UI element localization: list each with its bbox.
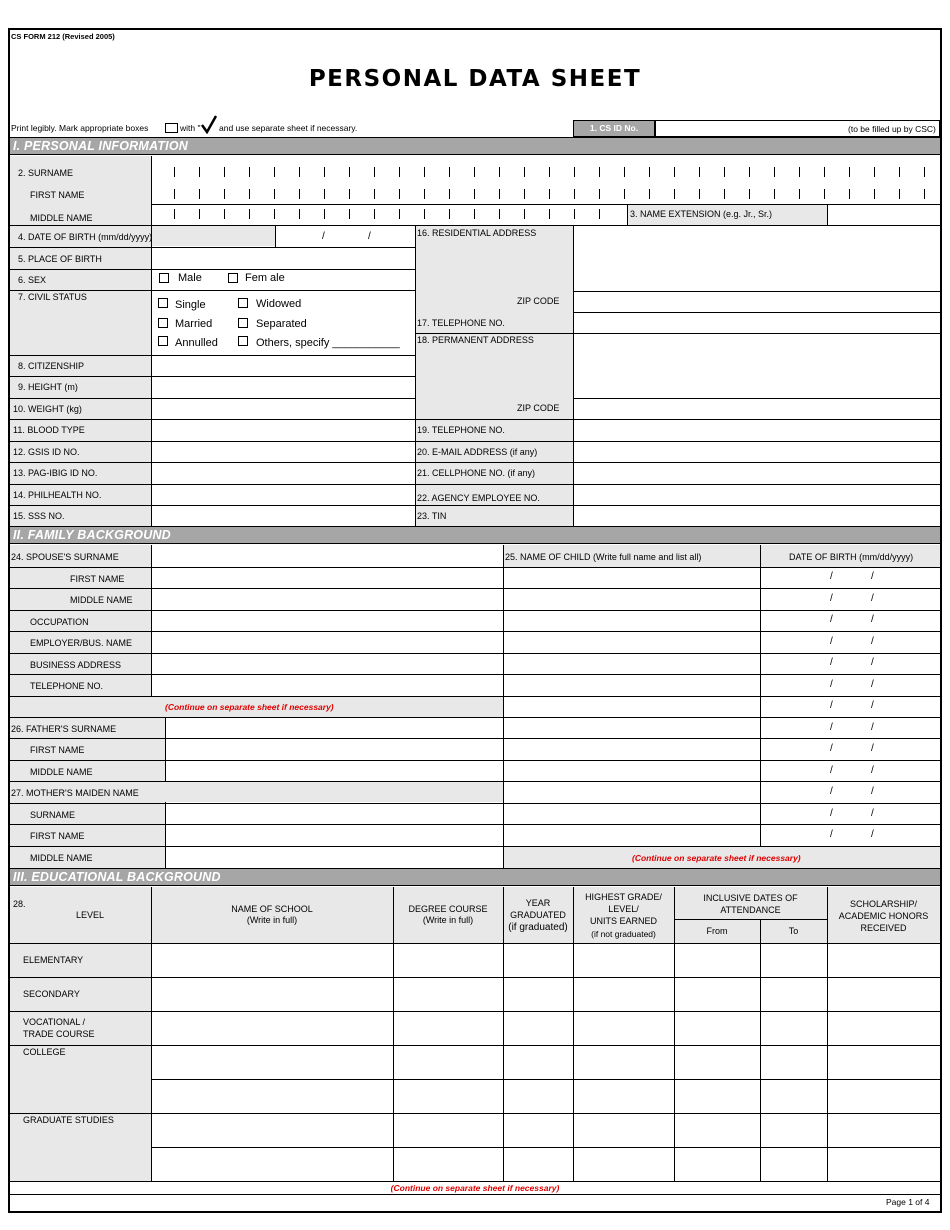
char-box-divider xyxy=(324,167,325,177)
char-box-divider xyxy=(624,167,625,177)
char-box-divider xyxy=(449,189,450,199)
char-box-divider xyxy=(174,209,175,219)
edu-college-label: COLLEGE xyxy=(23,1047,66,1057)
char-box-divider xyxy=(699,189,700,199)
char-box-divider xyxy=(599,209,600,219)
char-box-divider xyxy=(399,167,400,177)
surname-label: 2. SURNAME xyxy=(18,168,74,178)
spouse-middle-name-label: MIDDLE NAME xyxy=(70,595,133,605)
edu-highest-1: HIGHEST GRADE/ xyxy=(585,892,662,902)
agency-employee-label: 22. AGENCY EMPLOYEE NO. xyxy=(417,493,540,503)
char-box-divider xyxy=(399,209,400,219)
char-box-divider xyxy=(724,167,725,177)
char-box-divider xyxy=(224,189,225,199)
female-checkbox[interactable] xyxy=(228,273,238,283)
edu-honors-2: ACADEMIC HONORS xyxy=(838,911,929,921)
char-box-divider xyxy=(699,167,700,177)
separated-label: Separated xyxy=(256,318,307,330)
edu-school-header: NAME OF SCHOOL xyxy=(231,904,313,914)
blood-type-label: 11. BLOOD TYPE xyxy=(13,425,85,435)
char-box-divider xyxy=(874,189,875,199)
char-box-divider xyxy=(799,189,800,199)
char-box-divider xyxy=(299,167,300,177)
dob-slash: / xyxy=(871,700,874,711)
dob-slash: / xyxy=(871,743,874,754)
char-box-divider xyxy=(574,209,575,219)
dob-slash: / xyxy=(830,592,833,604)
char-box-divider xyxy=(574,167,575,177)
char-box-divider xyxy=(274,167,275,177)
mother-first-name-label: FIRST NAME xyxy=(30,831,85,841)
edu-num: 28. xyxy=(13,899,26,909)
edu-graduated-header: GRADUATED xyxy=(510,910,566,920)
char-box-divider xyxy=(424,189,425,199)
char-box-divider xyxy=(849,189,850,199)
name-extension-label: 3. NAME EXTENSION (e.g. Jr., Sr.) xyxy=(630,209,773,219)
char-box-divider xyxy=(199,167,200,177)
dob-slash: / xyxy=(871,592,874,604)
section-family-title: II. FAMILY BACKGROUND xyxy=(13,528,171,542)
dob-slash: / xyxy=(830,743,833,754)
edu-degree-note: (Write in full) xyxy=(422,915,474,925)
dob-slash: / xyxy=(830,700,833,711)
dob-slash: / xyxy=(871,721,874,733)
char-box-divider xyxy=(374,209,375,219)
residential-address-field[interactable] xyxy=(574,226,940,291)
surname-char-boxes[interactable] xyxy=(10,167,940,177)
edu-dates-1: INCLUSIVE DATES OF xyxy=(703,893,798,903)
pagibig-label: 13. PAG-IBIG ID NO. xyxy=(13,468,98,478)
char-box-divider xyxy=(624,189,625,199)
char-box-divider xyxy=(499,189,500,199)
checkmark-icon xyxy=(200,114,218,134)
instructions-with: with " xyxy=(180,123,201,133)
dob-slash: / xyxy=(871,786,874,797)
mother-middle-name-label: MIDDLE NAME xyxy=(30,853,93,863)
edu-to-header: To xyxy=(788,926,799,936)
char-box-divider xyxy=(524,167,525,177)
char-box-divider xyxy=(724,189,725,199)
char-box-divider xyxy=(174,189,175,199)
char-box-divider xyxy=(649,167,650,177)
others-label: Others, specify ___________ xyxy=(256,337,400,349)
dob-slash: / xyxy=(871,657,874,668)
email-label: 20. E-MAIL ADDRESS (if any) xyxy=(417,447,538,457)
char-box-divider xyxy=(849,167,850,177)
sample-checkbox-icon xyxy=(165,123,178,133)
dob-slash: / xyxy=(830,657,833,668)
char-box-divider xyxy=(474,167,475,177)
tin-label: 23. TIN xyxy=(417,511,447,521)
middle-name-label: MIDDLE NAME xyxy=(30,213,93,223)
child-dob-header: DATE OF BIRTH (mm/dd/yyyy) xyxy=(789,552,914,562)
dob-slash: / xyxy=(830,786,833,797)
char-box-divider xyxy=(249,189,250,199)
single-checkbox[interactable] xyxy=(158,298,168,308)
char-box-divider xyxy=(574,189,575,199)
char-box-divider xyxy=(349,189,350,199)
dob-field[interactable] xyxy=(276,226,415,246)
education-continue-note: (Continue on separate sheet if necessary) xyxy=(390,1183,560,1193)
dob-slash: / xyxy=(830,764,833,776)
cs-id-label: 1. CS ID No. xyxy=(573,120,655,137)
char-box-divider xyxy=(199,189,200,199)
char-box-divider xyxy=(524,189,525,199)
dob-slash: / xyxy=(871,635,874,647)
char-box-divider xyxy=(299,209,300,219)
char-box-divider xyxy=(774,167,775,177)
char-box-divider xyxy=(674,167,675,177)
char-box-divider xyxy=(874,167,875,177)
first-name-char-boxes[interactable] xyxy=(10,189,940,199)
dob-slash: / xyxy=(830,571,833,582)
dob-slash: / xyxy=(830,807,833,819)
char-box-divider xyxy=(549,167,550,177)
mother-maiden-label: 27. MOTHER'S MAIDEN NAME xyxy=(11,788,139,798)
char-box-divider xyxy=(474,209,475,219)
father-middle-name-label: MIDDLE NAME xyxy=(30,767,93,777)
section-family-header xyxy=(10,526,940,544)
char-box-divider xyxy=(499,167,500,177)
char-box-divider xyxy=(824,167,825,177)
char-box-divider xyxy=(299,189,300,199)
married-label: Married xyxy=(175,318,213,330)
res-zip-label: ZIP CODE xyxy=(517,296,560,306)
philhealth-label: 14. PHILHEALTH NO. xyxy=(13,490,102,500)
civil-status-label: 7. CIVIL STATUS xyxy=(18,292,87,302)
edu-vocational-label-1: VOCATIONAL / xyxy=(23,1017,86,1027)
tel19-label: 19. TELEPHONE NO. xyxy=(417,425,505,435)
residential-address-label: 16. RESIDENTIAL ADDRESS xyxy=(417,228,537,238)
sss-label: 15. SSS NO. xyxy=(13,511,65,521)
char-box-divider xyxy=(199,209,200,219)
char-box-divider xyxy=(899,167,900,177)
edu-highest-4: (if not graduated) xyxy=(591,929,656,939)
section-education-header xyxy=(10,868,940,886)
edu-honors-1: SCHOLARSHIP/ xyxy=(849,899,918,909)
spouse-telephone-label: TELEPHONE NO. xyxy=(30,681,104,691)
annulled-label: Annulled xyxy=(175,337,218,349)
dob-slash: / xyxy=(830,721,833,733)
edu-elementary-label: ELEMENTARY xyxy=(23,955,84,965)
edu-graduate-label: GRADUATE STUDIES xyxy=(23,1115,114,1125)
edu-secondary-label: SECONDARY xyxy=(23,989,80,999)
widowed-checkbox[interactable] xyxy=(238,298,248,308)
tel17-label: 17. TELEPHONE NO. xyxy=(417,318,505,328)
char-box-divider xyxy=(324,189,325,199)
section-personal-title: I. PERSONAL INFORMATION xyxy=(13,139,188,153)
edu-if-graduated: (if graduated) xyxy=(508,922,568,933)
cs-id-note: (to be filled up by CSC) xyxy=(848,124,936,134)
char-box-divider xyxy=(374,167,375,177)
weight-label: 10. WEIGHT (kg) xyxy=(13,404,82,414)
section-education-title: III. EDUCATIONAL BACKGROUND xyxy=(13,870,221,884)
char-box-divider xyxy=(549,189,550,199)
annulled-checkbox[interactable] xyxy=(158,336,168,346)
char-box-divider xyxy=(399,189,400,199)
char-box-divider xyxy=(899,189,900,199)
dob-slash: / xyxy=(871,678,874,690)
char-box-divider xyxy=(549,209,550,219)
father-first-name-label: FIRST NAME xyxy=(30,745,85,755)
child-name-header: 25. NAME OF CHILD (Write full name and list all) xyxy=(505,552,702,562)
char-box-divider xyxy=(349,209,350,219)
sex-label: 6. SEX xyxy=(18,275,47,285)
char-box-divider xyxy=(674,189,675,199)
female-label: Fem ale xyxy=(245,272,285,284)
form-title: PERSONAL DATA SHEET xyxy=(308,66,642,92)
spouse-first-name-label: FIRST NAME xyxy=(70,574,125,584)
dob-slash: / xyxy=(830,614,833,625)
char-box-divider xyxy=(599,189,600,199)
dob-slash: / xyxy=(871,571,874,582)
widowed-label: Widowed xyxy=(256,298,302,310)
edu-highest-3: UNITS EARNED xyxy=(589,916,657,926)
char-box-divider xyxy=(424,209,425,219)
dob-slash: / xyxy=(830,678,833,690)
dob-slash: / xyxy=(871,829,874,840)
char-box-divider xyxy=(599,167,600,177)
father-surname-label: 26. FATHER'S SURNAME xyxy=(11,724,117,734)
char-box-divider xyxy=(924,167,925,177)
height-label: 9. HEIGHT (m) xyxy=(18,382,78,392)
married-checkbox[interactable] xyxy=(158,318,168,328)
edu-vocational-label-2: TRADE COURSE xyxy=(23,1029,95,1039)
char-box-divider xyxy=(799,167,800,177)
citizenship-label: 8. CITIZENSHIP xyxy=(18,361,85,371)
edu-from-header: From xyxy=(706,926,728,936)
perm-zip-label: ZIP CODE xyxy=(517,403,560,413)
first-name-label: FIRST NAME xyxy=(30,190,85,200)
dob-slash: / xyxy=(830,829,833,840)
middle-name-char-boxes[interactable] xyxy=(10,209,627,219)
page-number: Page 1 of 4 xyxy=(886,1197,930,1207)
char-box-divider xyxy=(274,209,275,219)
business-address-label: BUSINESS ADDRESS xyxy=(30,660,122,670)
edu-degree-header: DEGREE COURSE xyxy=(408,904,488,914)
dob-slash: / xyxy=(871,807,874,819)
dob-slash: / xyxy=(871,614,874,625)
char-box-divider xyxy=(374,189,375,199)
male-label: Male xyxy=(178,272,202,284)
instructions-suffix: and use separate sheet if necessary. xyxy=(219,123,358,133)
separated-checkbox[interactable] xyxy=(238,318,248,328)
char-box-divider xyxy=(224,209,225,219)
form-code: CS FORM 212 (Revised 2005) xyxy=(11,32,115,41)
char-box-divider xyxy=(774,189,775,199)
char-box-divider xyxy=(524,209,525,219)
char-box-divider xyxy=(274,189,275,199)
dob-slash: / xyxy=(830,635,833,647)
family-continue-note: (Continue on separate sheet if necessary) xyxy=(165,702,334,712)
char-box-divider xyxy=(824,189,825,199)
pob-label: 5. PLACE OF BIRTH xyxy=(18,254,102,264)
instructions-prefix: Print legibly. Mark appropriate boxes xyxy=(11,123,149,133)
char-box-divider xyxy=(449,209,450,219)
edu-dates-2: ATTENDANCE xyxy=(720,905,781,915)
char-box-divider xyxy=(324,209,325,219)
personal-data-sheet: CS FORM 212 (Revised 2005) PERSONAL DATA SHEET Print legibly. Mark appropriate boxes with " and use separate sheet if necessary. 1. CS ID No. (to be filled up by CSC) I. PERSONAL INFORMATION 2. SURNAME FIRST NAME MIDDLE NAME 3. NAME EXTENSION (e.g. Jr., Sr.) 4. DATE OF BIRTH (mm/dd/yyyy) / / 5. PLACE OF BIRTH 6. SEX Male Fem ale 7. CIVIL STATUS Single Widowed Married Separated Annulled Others, specify ___________ 8. CITIZENSHIP 9. HEIGHT (m) 10. WEIGHT (kg) 11. BLOOD TYPE 12. GSIS ID NO. 13. PAG-IBIG ID NO. 14. PHILHEALTH NO. 15. SSS NO. 16. RESIDENTIAL ADDRESS ZIP CODE 17. TELEPHONE NO. 18. PERMANENT ADDRESS ZIP CODE 19. TELEPHONE NO. 20. E-MAIL ADDRESS (if any) 21. CELLPHONE NO. (if any) 22. AGENCY EMPLOYEE NO. 23. TIN II. FAMILY BACKGROUND 24. SPOUSE'S SURNAME FIRST NAME MIDDLE NAME OCCUPATION EMPLOYER/BUS. NAME BUSINESS ADDRESS TELEPHONE NO. (Continue on separate sheet if necessary) 26. FATHER'S SURNAME FIRST NAME MIDDLE NAME 27. MOTHER'S MAIDEN NAME SURNAME FIRST NAME MIDDLE NAME (Continue on separate sheet if necessary) 25. NAME OF CHILD (Write full name and list all) DATE OF BIRTH (mm/dd/yyyy) / / / / / / / / / / / / / / / / / / / / / / / / / / III. EDUCATIONAL BACKGROUND 28. LEVEL NAME OF SCHOOL (Write in full) DEGREE COURSE (Write in full) YEAR GRADUATED (if graduated) HIGHEST GRADE/ LEVEL/ UNITS EARNED (if not graduated) INCLUSIVE DATES OF ATTENDANCE From To SCHOLARSHIP/ ACADEMIC HONORS RECEIVED ELEMENTARY SECONDARY VOCATIONAL / TRADE COURSE COLLEGE GRADUATE STUDIES (Continue on separate sheet if necessary) Page 1 of 4 xyxy=(8,28,942,1213)
male-checkbox[interactable] xyxy=(159,273,169,283)
section-personal-header xyxy=(10,137,940,155)
gsis-label: 12. GSIS ID NO. xyxy=(13,447,80,457)
char-box-divider xyxy=(249,167,250,177)
char-box-divider xyxy=(924,189,925,199)
dob-label: 4. DATE OF BIRTH (mm/dd/yyyy) xyxy=(18,232,153,242)
char-box-divider xyxy=(649,189,650,199)
occupation-label: OCCUPATION xyxy=(30,617,89,627)
others-checkbox[interactable] xyxy=(238,336,248,346)
permanent-address-field[interactable] xyxy=(574,334,940,398)
name-extension-field[interactable] xyxy=(827,205,940,225)
cellphone-label: 21. CELLPHONE NO. (if any) xyxy=(417,468,536,478)
edu-school-note: (Write in full) xyxy=(246,915,298,925)
char-box-divider xyxy=(349,167,350,177)
char-box-divider xyxy=(449,167,450,177)
char-box-divider xyxy=(499,209,500,219)
char-box-divider xyxy=(474,189,475,199)
edu-year-header: YEAR xyxy=(525,898,551,908)
char-box-divider xyxy=(174,167,175,177)
char-box-divider xyxy=(424,167,425,177)
edu-highest-2: LEVEL/ xyxy=(608,904,639,914)
char-box-divider xyxy=(749,189,750,199)
char-box-divider xyxy=(224,167,225,177)
permanent-address-label: 18. PERMANENT ADDRESS xyxy=(417,335,534,345)
mother-surname-label: SURNAME xyxy=(30,810,76,820)
employer-label: EMPLOYER/BUS. NAME xyxy=(30,638,133,648)
char-box-divider xyxy=(249,209,250,219)
spouse-surname-label: 24. SPOUSE'S SURNAME xyxy=(11,552,119,562)
children-continue-note: (Continue on separate sheet if necessary) xyxy=(632,853,801,863)
dob-slash: / xyxy=(871,764,874,776)
edu-honors-3: RECEIVED xyxy=(860,923,907,933)
single-label: Single xyxy=(175,299,206,311)
char-box-divider xyxy=(749,167,750,177)
edu-level-header: LEVEL xyxy=(75,910,105,920)
